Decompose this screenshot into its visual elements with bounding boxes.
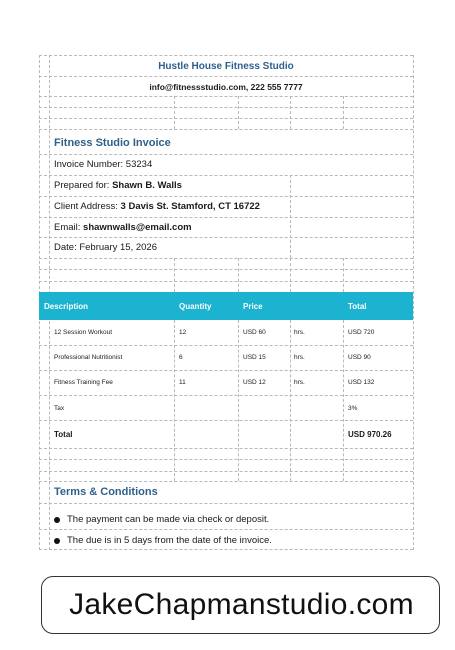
row3-quantity: 11 — [179, 379, 186, 386]
studio-name: Hustle House Fitness Studio — [158, 61, 294, 72]
row2-quantity: 6 — [179, 354, 183, 361]
client-email-value: shawnwalls@email.com — [83, 222, 192, 233]
row1-total: USD 720 — [348, 329, 375, 336]
total-label: Total — [54, 430, 73, 439]
row3-price: USD 12 — [243, 379, 266, 386]
row1-description: 12 Session Workout — [54, 329, 113, 336]
row3-unit: hrs. — [294, 379, 305, 386]
term-item-2: The due is in 5 days from the date of the invoice. — [67, 535, 272, 546]
row1-unit: hrs. — [294, 329, 305, 336]
row3-description: Fitness Training Fee — [54, 379, 113, 386]
tax-label: Tax — [54, 405, 65, 412]
col-quantity: Quantity — [179, 302, 212, 311]
bullet-icon — [54, 517, 60, 523]
row2-total: USD 90 — [348, 354, 371, 361]
row2-description: Professional Nutritionist — [54, 354, 123, 361]
client-address-value: 3 Davis St. Stamford, CT 16722 — [120, 201, 260, 212]
watermark-text: JakeChapmanstudio.com — [69, 588, 414, 621]
col-total: Total — [348, 302, 367, 311]
term-item-1: The payment can be made via check or deposit. — [67, 514, 270, 525]
prepared-for — [54, 181, 182, 191]
bullet-icon — [54, 538, 60, 544]
row1-price: USD 60 — [243, 329, 266, 336]
row1-quantity: 12 — [179, 329, 187, 336]
client-address — [54, 202, 260, 212]
col-price: Price — [243, 302, 263, 311]
row3-total: USD 132 — [348, 379, 375, 386]
invoice-title: Fitness Studio Invoice — [54, 137, 171, 149]
watermark-banner — [41, 576, 440, 634]
client-email — [54, 223, 192, 233]
client-name: Shawn B. Walls — [112, 180, 182, 191]
total-value: USD 970.26 — [348, 430, 392, 439]
invoice-date: Date: February 15, 2026 — [54, 242, 157, 253]
col-description: Description — [44, 302, 89, 311]
invoice-number: Invoice Number: 53234 — [54, 159, 153, 170]
invoice-sheet — [39, 55, 413, 550]
prepared-for-label: Prepared for: — [54, 180, 110, 191]
client-address-label: Client Address: — [54, 201, 118, 212]
row2-price: USD 15 — [243, 354, 266, 361]
client-email-label: Email: — [54, 222, 81, 233]
terms-title: Terms & Conditions — [54, 486, 158, 498]
tax-value: 3% — [348, 405, 358, 412]
row2-unit: hrs. — [294, 354, 305, 361]
studio-contact: info@fitnessstudio.com, 222 555 7777 — [149, 82, 303, 92]
